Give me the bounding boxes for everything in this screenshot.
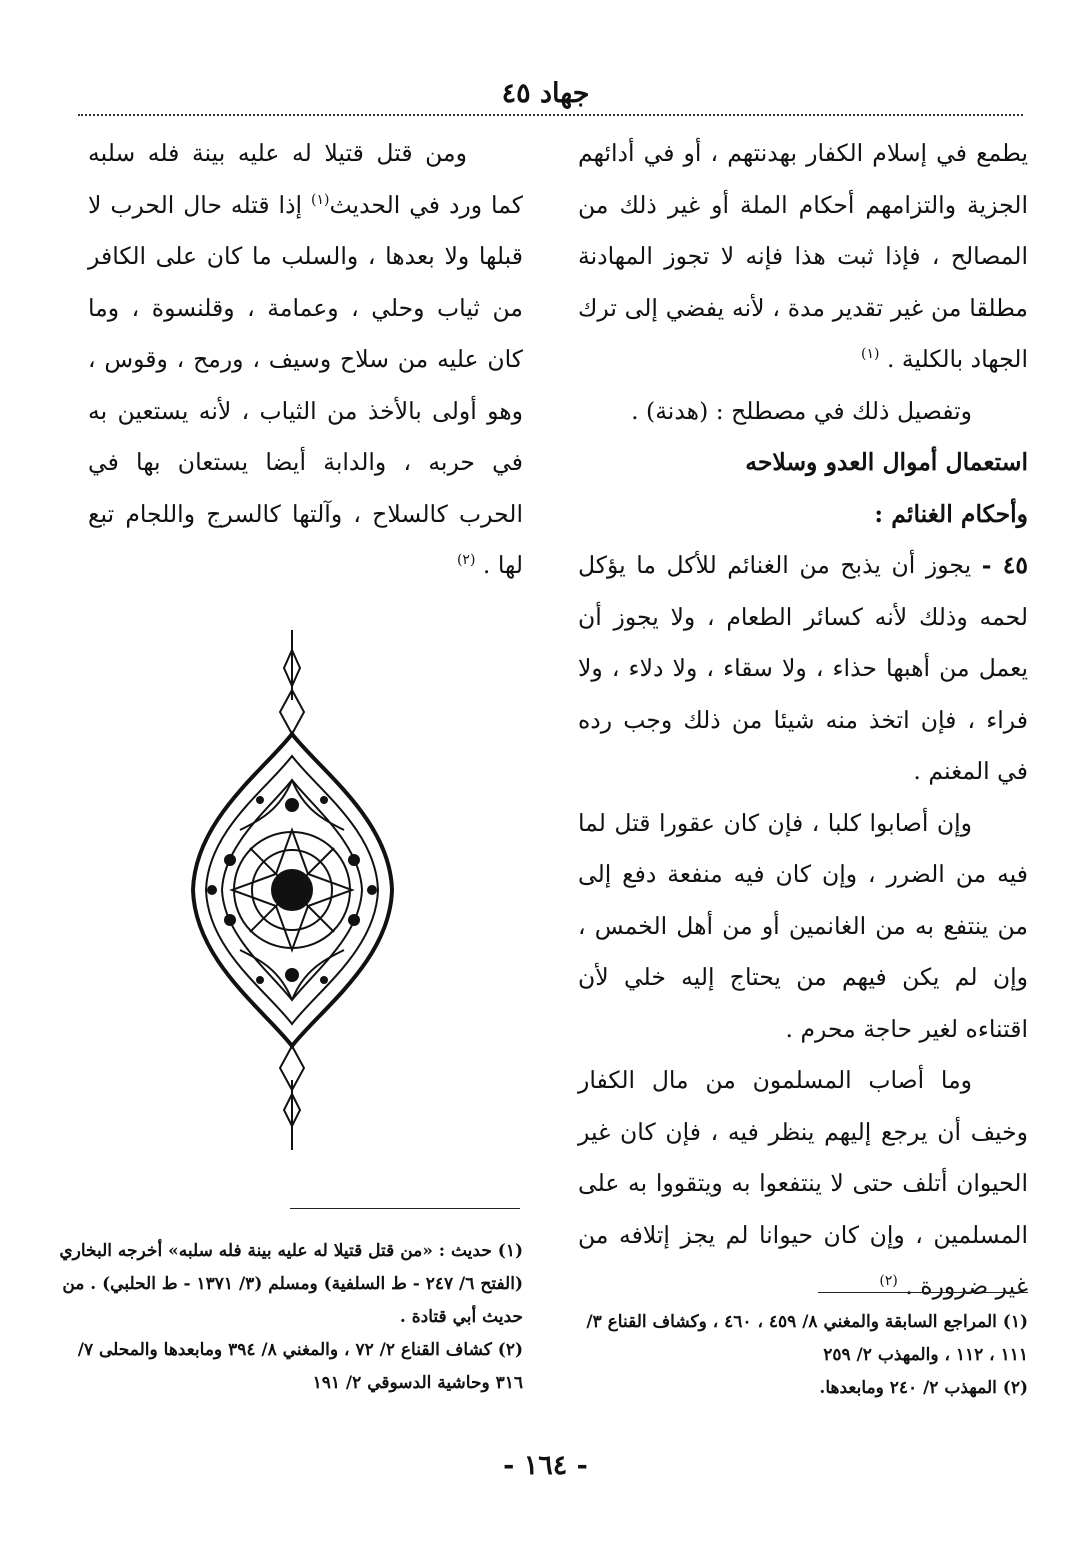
footnote: (٢) كشاف القناع ٢/ ٧٢ ، والمغني ٨/ ٣٩٤ ومابعدها والمحلى ٧/ ٣١٦ وحاشية الدسوقي ٢/ ١٩١ [77,1340,523,1393]
paragraph-text: يطمع في إسلام الكفار بهدنتهم ، أو في أدائهم الجزية والتزامهم أحكام الملة أو غير ذلك من المصالح ، فإذا ثبت هذا فإنه لا تجوز المهادنة مطلقا من غير تقدير مدة ، لأنه يفضي إلى ترك الجهاد بالكلية . [578,139,1028,373]
paragraph [578,1055,1028,1313]
item-number: ٤٥ - [981,551,1028,579]
footnote-divider [290,1208,520,1209]
paragraph: وإن أصابوا كلبا ، فإن كان عقورا قتل لما فيه من الضرر ، وإن كان فيه منفعة دفع إلى من ينتفع به من الغانمين أو من أهل الخمس ، وإن لم يكن فيهم من يحتاج إليه خلي لأن اقتناءه لغير حاجة محرم . [578,808,1028,1043]
right-column [578,128,1028,1313]
page-header: جهاد ٤٥ [501,78,590,109]
decorative-ornament-icon [190,630,395,1150]
page-number: - ١٦٤ - [503,1450,588,1481]
paragraph: وتفصيل ذلك في مصطلح : (هدنة) . [631,396,972,425]
paragraph-text: إذا قتله حال الحرب لا قبلها ولا بعدها ، والسلب ما كان على الكافر من ثياب وحلي ، وعمامة ، وقلنسوة ، وما كان عليه من سلاح وسيف ، ورمح ، وقوس ، وهو أولى بالأخذ من الثياب ، لأنه يستعين به في حربه ، والدابة أيضا يستعان بها في الحرب كالسلاح ، وآلتها كالسرج واللجام تبع لها . [88,190,523,579]
header-divider [78,114,1023,116]
left-column [88,128,523,592]
paragraph-text: يجوز أن يذبح من الغنائم للأكل ما يؤكل لحمه وذلك لأنه كسائر الطعام ، ولا يجوز أن يعمل من أهبها حذاء ، ولا سقاء ، ولا دلاء ، ولا فراء ، فإن اتخذ منه شيئا من ذلك وجب رده في المغنم . [578,551,1028,785]
footnote: (١) حديث : «من قتل قتيلا له عليه بينة فله سلبه» أخرجه البخاري (الفتح ٦/ ٢٤٧ - ط السلفية) ومسلم (٣/ ١٣٧١ - ط الحلبي) . من حديث أبي قتادة . [59,1241,523,1327]
footnote-ref[interactable]: (١) [861,346,880,363]
paragraph [88,128,523,592]
footnote-ref[interactable]: (٢) [456,552,476,569]
footnote-ref[interactable]: (٢) [879,1273,898,1290]
footnote: (١) المراجع السابقة والمغني ٨/ ٤٥٩ ، ٤٦٠ ، وكشاف القناع ٣/ ١١١ ، ١١٢ ، والمهذب ٢/ ٢٥٩ [586,1312,1028,1365]
paragraph [578,540,1028,798]
footnote: (٢) المهذب ٢/ ٢٤٠ ومابعدها. [819,1378,1028,1398]
section-heading: وأحكام الغنائم : [874,499,1028,528]
footnote-ref[interactable]: (١) [311,191,330,208]
footnotes-right [578,1306,1028,1405]
section-heading: استعمال أموال العدو وسلاحه [745,448,1028,476]
paragraph [578,128,1028,386]
paragraph-text: وما أصاب المسلمون من مال الكفار وخيف أن يرجع إليهم ينظر فيه ، فإن كان غير الحيوان أتلف حتى لا ينتفعوا به ويتقووا به على المسلمين ، وإن كان حيوانا لم يجز إتلافه من غير ضرورة . [578,1066,1028,1300]
footnotes-left [58,1235,523,1400]
paragraph-text: ومن قتل قتيلا له عليه بينة فله سلبه كما ورد في الحديث [88,139,523,219]
footnote-divider [818,1292,1028,1293]
